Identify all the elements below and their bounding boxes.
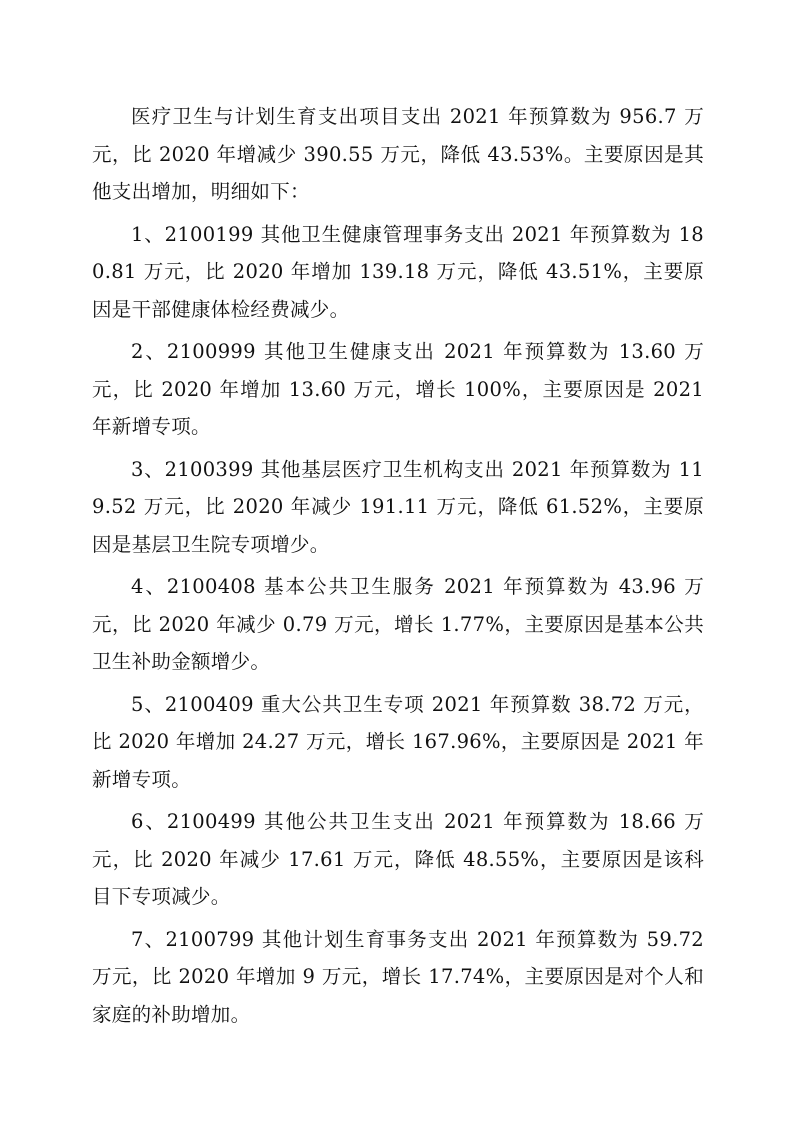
item-paragraph-7: 7、2100799 其他计划生育事务支出 2021 年预算数为 59.72 万元，比 2020 年增加 9 万元，增长 17.74%，主要原因是对个人和家庭的补助增加。 — [92, 927, 704, 1026]
item-paragraph-2: 2、2100999 其他卫生健康支出 2021 年预算数为 13.60 万元，比 2020 年增加 13.60 万元，增长 100%，主要原因是 2021 年新增专项。 — [92, 340, 704, 438]
item-paragraph-1: 1、2100199 其他卫生健康管理事务支出 2021 年预算数为 180.81 万元，比 2020 年增加 139.18 万元，降低 43.51%，主要原因是干部健康体检经费减少。 — [92, 222, 704, 321]
document-body — [92, 98, 704, 1038]
item-paragraph-5: 5、2100409 重大公共卫生专项 2021 年预算数 38.72 万元，比 2020 年增加 24.27 万元，增长 167.96%，主要原因是 2021 年新增专项。 — [92, 692, 704, 791]
item-paragraph-4: 4、2100408 基本公共卫生服务 2021 年预算数为 43.96 万元，比 2020 年减少 0.79 万元，增长 1.77%，主要原因是基本公共卫生补助金额增少。 — [92, 575, 704, 673]
intro-paragraph: 医疗卫生与计划生育支出项目支出 2021 年预算数为 956.7 万元，比 2020 年增减少 390.55 万元，降低 43.53%。主要原因是其他支出增加，明细如下： — [92, 105, 704, 203]
item-paragraph-3: 3、2100399 其他基层医疗卫生机构支出 2021 年预算数为 119.52 万元，比 2020 年减少 191.11 万元，降低 61.52%，主要原因是基层卫生院专项增少。 — [92, 457, 704, 556]
item-paragraph-6: 6、2100499 其他公共卫生支出 2021 年预算数为 18.66 万元，比 2020 年减少 17.61 万元，降低 48.55%，主要原因是该科目下专项减少。 — [92, 810, 704, 908]
